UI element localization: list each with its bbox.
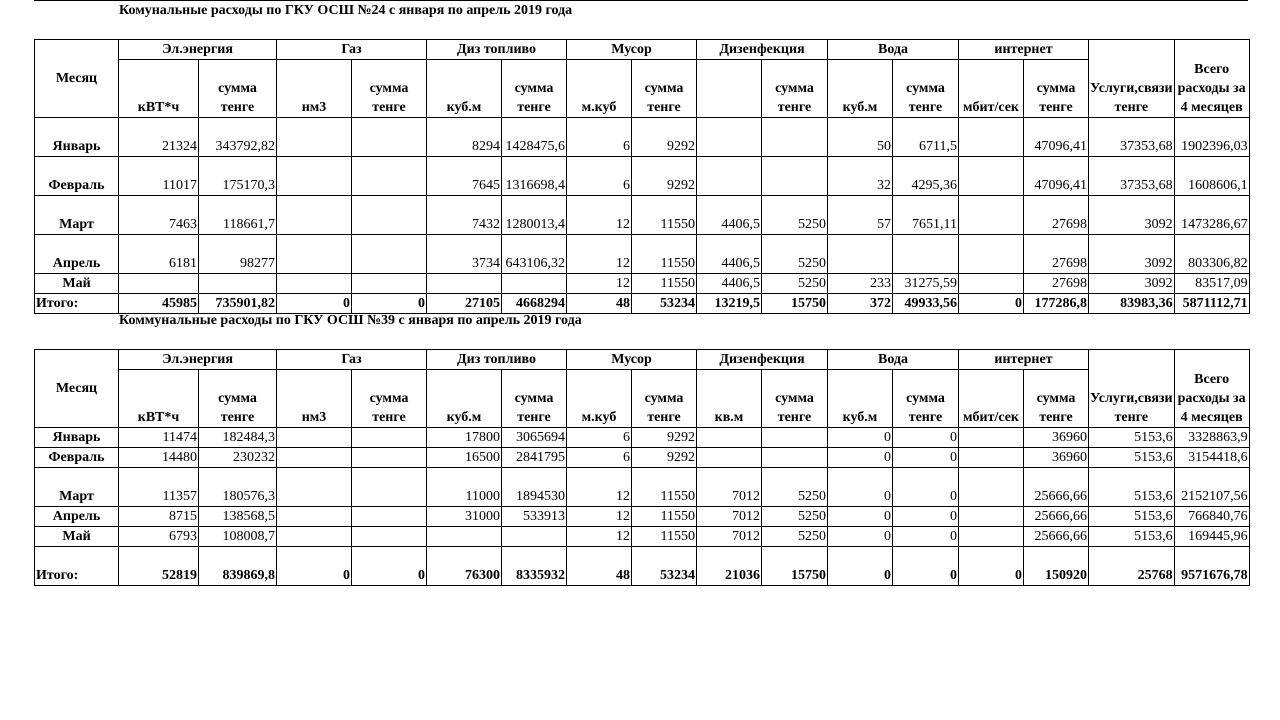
value-cell: 5250 bbox=[762, 196, 828, 235]
group-header: Диз топливо bbox=[427, 350, 567, 370]
table-row bbox=[35, 235, 1250, 274]
value-cell bbox=[697, 157, 762, 196]
value-cell: 3328863,9 bbox=[1174, 428, 1249, 448]
header-row-units bbox=[35, 60, 1250, 118]
services-header: Услуги,связи тенге bbox=[1089, 40, 1175, 118]
value-cell bbox=[762, 157, 828, 196]
value-cell: 3092 bbox=[1089, 235, 1175, 274]
value-cell bbox=[352, 157, 427, 196]
unit-header: сумма тенге bbox=[502, 60, 567, 118]
group-header: Эл.энергия bbox=[119, 40, 277, 60]
group-header: Газ bbox=[277, 40, 427, 60]
value-cell: 16500 bbox=[427, 448, 502, 468]
value-cell bbox=[959, 468, 1024, 507]
month-label: Январь bbox=[35, 428, 119, 448]
value-cell: 3092 bbox=[1089, 274, 1175, 294]
value-cell bbox=[352, 527, 427, 547]
unit-header: сумма тенге bbox=[632, 60, 697, 118]
unit-header: сумма тенге bbox=[199, 370, 277, 428]
header-row-units bbox=[35, 370, 1250, 428]
total-cell: 0 bbox=[277, 294, 352, 314]
value-cell bbox=[959, 196, 1024, 235]
total-cell: 735901,82 bbox=[199, 294, 277, 314]
value-cell: 27698 bbox=[1024, 235, 1089, 274]
value-cell bbox=[502, 274, 567, 294]
value-cell bbox=[959, 157, 1024, 196]
group-header: интернет bbox=[959, 40, 1089, 60]
total-cell: 48 bbox=[567, 294, 632, 314]
group-header: Дизенфекция bbox=[697, 40, 828, 60]
value-cell: 9292 bbox=[632, 118, 697, 157]
unit-header bbox=[697, 60, 762, 118]
value-cell: 7012 bbox=[697, 507, 762, 527]
unit-header: кв.м bbox=[697, 370, 762, 428]
total-row bbox=[35, 547, 1250, 586]
value-cell: 5250 bbox=[762, 468, 828, 507]
value-cell: 766840,76 bbox=[1174, 507, 1249, 527]
month-header: Месяц bbox=[35, 350, 119, 428]
month-label: Январь bbox=[35, 118, 119, 157]
value-cell: 11550 bbox=[632, 527, 697, 547]
unit-header: м.куб bbox=[567, 60, 632, 118]
total-cell: 839869,8 bbox=[199, 547, 277, 586]
month-label: Апрель bbox=[35, 235, 119, 274]
value-cell: 7463 bbox=[119, 196, 199, 235]
month-label: Март bbox=[35, 196, 119, 235]
value-cell: 5153,6 bbox=[1089, 448, 1175, 468]
unit-header: куб.м bbox=[427, 370, 502, 428]
value-cell: 1902396,03 bbox=[1174, 118, 1249, 157]
unit-header: сумма тенге bbox=[1024, 370, 1089, 428]
table1-title: Комунальные расходы по ГКУ ОСШ №24 с января по апрель 2019 года bbox=[119, 3, 573, 18]
month-label: Февраль bbox=[35, 448, 119, 468]
services-header: Услуги,связи тенге bbox=[1089, 350, 1175, 428]
value-cell: 5250 bbox=[762, 235, 828, 274]
value-cell: 0 bbox=[828, 468, 893, 507]
value-cell: 5153,6 bbox=[1089, 428, 1175, 448]
total-cell: 53234 bbox=[632, 547, 697, 586]
value-cell bbox=[697, 118, 762, 157]
value-cell bbox=[119, 274, 199, 294]
value-cell bbox=[959, 527, 1024, 547]
value-cell: 3092 bbox=[1089, 196, 1175, 235]
month-label: Май bbox=[35, 274, 119, 294]
value-cell bbox=[277, 428, 352, 448]
unit-header: нм3 bbox=[277, 370, 352, 428]
value-cell: 37353,68 bbox=[1089, 157, 1175, 196]
value-cell bbox=[828, 235, 893, 274]
value-cell: 27698 bbox=[1024, 274, 1089, 294]
value-cell bbox=[959, 235, 1024, 274]
value-cell bbox=[959, 428, 1024, 448]
unit-header: сумма тенге bbox=[762, 370, 828, 428]
value-cell bbox=[697, 428, 762, 448]
value-cell: 175170,3 bbox=[199, 157, 277, 196]
value-cell: 3734 bbox=[427, 235, 502, 274]
total-cell: 4668294 bbox=[502, 294, 567, 314]
table-row bbox=[35, 118, 1250, 157]
value-cell: 1280013,4 bbox=[502, 196, 567, 235]
value-cell: 8294 bbox=[427, 118, 502, 157]
value-cell: 5250 bbox=[762, 274, 828, 294]
value-cell: 6 bbox=[567, 448, 632, 468]
month-label: Апрель bbox=[35, 507, 119, 527]
value-cell: 0 bbox=[893, 468, 959, 507]
value-cell bbox=[427, 527, 502, 547]
unit-header: мбит/сек bbox=[959, 60, 1024, 118]
total-cell: 0 bbox=[893, 547, 959, 586]
value-cell bbox=[762, 448, 828, 468]
value-cell bbox=[762, 118, 828, 157]
value-cell: 0 bbox=[893, 428, 959, 448]
value-cell: 12 bbox=[567, 274, 632, 294]
value-cell: 25666,66 bbox=[1024, 468, 1089, 507]
total-cell: 48 bbox=[567, 547, 632, 586]
value-cell bbox=[959, 448, 1024, 468]
total-cell: 150920 bbox=[1024, 547, 1089, 586]
value-cell: 5250 bbox=[762, 527, 828, 547]
value-cell: 57 bbox=[828, 196, 893, 235]
unit-header: м.куб bbox=[567, 370, 632, 428]
total-cell: 53234 bbox=[632, 294, 697, 314]
total-cell: 372 bbox=[828, 294, 893, 314]
value-cell: 31000 bbox=[427, 507, 502, 527]
value-cell: 1608606,1 bbox=[1174, 157, 1249, 196]
unit-header: куб.м bbox=[427, 60, 502, 118]
value-cell bbox=[352, 235, 427, 274]
unit-header: куб.м bbox=[828, 370, 893, 428]
group-header: интернет bbox=[959, 350, 1089, 370]
value-cell: 343792,82 bbox=[199, 118, 277, 157]
value-cell bbox=[352, 274, 427, 294]
unit-header: сумма тенге bbox=[352, 370, 427, 428]
value-cell: 12 bbox=[567, 468, 632, 507]
value-cell: 5153,6 bbox=[1089, 468, 1175, 507]
group-header: Газ bbox=[277, 350, 427, 370]
total-cell: 76300 bbox=[427, 547, 502, 586]
value-cell: 6793 bbox=[119, 527, 199, 547]
total-cell: 5871112,71 bbox=[1174, 294, 1249, 314]
value-cell bbox=[697, 448, 762, 468]
value-cell bbox=[352, 428, 427, 448]
total-label: Итого: bbox=[35, 294, 119, 314]
unit-header: сумма тенге bbox=[352, 60, 427, 118]
value-cell: 230232 bbox=[199, 448, 277, 468]
month-label: Март bbox=[35, 468, 119, 507]
total-cell: 177286,8 bbox=[1024, 294, 1089, 314]
value-cell: 11000 bbox=[427, 468, 502, 507]
value-cell bbox=[427, 274, 502, 294]
value-cell: 36960 bbox=[1024, 448, 1089, 468]
value-cell: 0 bbox=[828, 507, 893, 527]
value-cell: 3065694 bbox=[502, 428, 567, 448]
value-cell bbox=[277, 235, 352, 274]
value-cell: 4406,5 bbox=[697, 235, 762, 274]
value-cell: 1894530 bbox=[502, 468, 567, 507]
total-row bbox=[35, 294, 1250, 314]
value-cell: 0 bbox=[893, 448, 959, 468]
value-cell: 5250 bbox=[762, 507, 828, 527]
value-cell: 5153,6 bbox=[1089, 507, 1175, 527]
value-cell: 0 bbox=[893, 527, 959, 547]
value-cell: 11550 bbox=[632, 507, 697, 527]
value-cell bbox=[352, 507, 427, 527]
value-cell: 9292 bbox=[632, 157, 697, 196]
value-cell: 31275,59 bbox=[893, 274, 959, 294]
value-cell: 7432 bbox=[427, 196, 502, 235]
total-expenses-header: Всего расходы за 4 месяцев bbox=[1174, 40, 1249, 118]
value-cell: 169445,96 bbox=[1174, 527, 1249, 547]
total-cell: 15750 bbox=[762, 547, 828, 586]
unit-header: сумма тенге bbox=[893, 60, 959, 118]
total-cell: 27105 bbox=[427, 294, 502, 314]
value-cell: 9292 bbox=[632, 428, 697, 448]
utilities-table-osh39 bbox=[34, 349, 1250, 586]
value-cell: 118661,7 bbox=[199, 196, 277, 235]
value-cell bbox=[277, 507, 352, 527]
value-cell: 14480 bbox=[119, 448, 199, 468]
value-cell: 50 bbox=[828, 118, 893, 157]
unit-header: сумма тенге bbox=[199, 60, 277, 118]
value-cell: 6181 bbox=[119, 235, 199, 274]
value-cell: 25666,66 bbox=[1024, 507, 1089, 527]
value-cell: 83517,09 bbox=[1174, 274, 1249, 294]
value-cell: 7012 bbox=[697, 527, 762, 547]
value-cell: 25666,66 bbox=[1024, 527, 1089, 547]
table-row bbox=[35, 196, 1250, 235]
value-cell: 2841795 bbox=[502, 448, 567, 468]
value-cell: 182484,3 bbox=[199, 428, 277, 448]
value-cell bbox=[277, 196, 352, 235]
value-cell: 6 bbox=[567, 157, 632, 196]
total-cell: 0 bbox=[828, 547, 893, 586]
value-cell: 108008,7 bbox=[199, 527, 277, 547]
table-row bbox=[35, 468, 1250, 507]
unit-header: куб.м bbox=[828, 60, 893, 118]
value-cell: 11550 bbox=[632, 235, 697, 274]
value-cell bbox=[277, 527, 352, 547]
total-cell: 83983,36 bbox=[1089, 294, 1175, 314]
total-cell: 49933,56 bbox=[893, 294, 959, 314]
value-cell bbox=[762, 428, 828, 448]
value-cell: 233 bbox=[828, 274, 893, 294]
value-cell: 32 bbox=[828, 157, 893, 196]
table2-title: Коммунальные расходы по ГКУ ОСШ №39 с января по апрель 2019 года bbox=[119, 313, 582, 328]
total-label: Итого: bbox=[35, 547, 119, 586]
value-cell bbox=[352, 118, 427, 157]
unit-header: сумма тенге bbox=[762, 60, 828, 118]
group-header: Дизенфекция bbox=[697, 350, 828, 370]
group-header: Мусор bbox=[567, 40, 697, 60]
group-header: Диз топливо bbox=[427, 40, 567, 60]
unit-header: сумма тенге bbox=[1024, 60, 1089, 118]
value-cell: 11550 bbox=[632, 468, 697, 507]
value-cell bbox=[199, 274, 277, 294]
value-cell bbox=[277, 274, 352, 294]
total-cell: 0 bbox=[277, 547, 352, 586]
value-cell bbox=[352, 468, 427, 507]
value-cell: 11550 bbox=[632, 196, 697, 235]
value-cell bbox=[959, 274, 1024, 294]
unit-header: сумма тенге bbox=[893, 370, 959, 428]
header-row-groups bbox=[35, 350, 1250, 370]
value-cell: 12 bbox=[567, 196, 632, 235]
unit-header: кВТ*ч bbox=[119, 60, 199, 118]
unit-header: нм3 bbox=[277, 60, 352, 118]
value-cell: 803306,82 bbox=[1174, 235, 1249, 274]
value-cell: 11357 bbox=[119, 468, 199, 507]
value-cell: 11474 bbox=[119, 428, 199, 448]
value-cell bbox=[277, 157, 352, 196]
value-cell: 17800 bbox=[427, 428, 502, 448]
total-cell: 8335932 bbox=[502, 547, 567, 586]
total-cell: 0 bbox=[959, 294, 1024, 314]
total-cell: 25768 bbox=[1089, 547, 1175, 586]
value-cell: 12 bbox=[567, 527, 632, 547]
value-cell: 5153,6 bbox=[1089, 527, 1175, 547]
value-cell: 0 bbox=[828, 527, 893, 547]
value-cell: 7651,11 bbox=[893, 196, 959, 235]
total-cell: 0 bbox=[959, 547, 1024, 586]
value-cell: 0 bbox=[828, 428, 893, 448]
value-cell: 1473286,67 bbox=[1174, 196, 1249, 235]
utilities-table-osh24 bbox=[34, 39, 1250, 314]
month-header: Месяц bbox=[35, 40, 119, 118]
month-label: Февраль bbox=[35, 157, 119, 196]
value-cell: 37353,68 bbox=[1089, 118, 1175, 157]
value-cell: 3154418,6 bbox=[1174, 448, 1249, 468]
total-cell: 52819 bbox=[119, 547, 199, 586]
value-cell: 11017 bbox=[119, 157, 199, 196]
header-row-groups bbox=[35, 40, 1250, 60]
table-row bbox=[35, 274, 1250, 294]
value-cell: 1316698,4 bbox=[502, 157, 567, 196]
total-cell: 45985 bbox=[119, 294, 199, 314]
group-header: Вода bbox=[828, 40, 959, 60]
value-cell bbox=[352, 448, 427, 468]
value-cell bbox=[893, 235, 959, 274]
value-cell: 7012 bbox=[697, 468, 762, 507]
value-cell: 6711,5 bbox=[893, 118, 959, 157]
group-header: Мусор bbox=[567, 350, 697, 370]
total-cell: 9571676,78 bbox=[1174, 547, 1249, 586]
value-cell: 47096,41 bbox=[1024, 157, 1089, 196]
value-cell: 180576,3 bbox=[199, 468, 277, 507]
group-header: Эл.энергия bbox=[119, 350, 277, 370]
value-cell bbox=[277, 468, 352, 507]
table-row bbox=[35, 527, 1250, 547]
value-cell bbox=[352, 196, 427, 235]
top-rule bbox=[34, 0, 1248, 1]
value-cell: 4406,5 bbox=[697, 196, 762, 235]
table-row bbox=[35, 507, 1250, 527]
value-cell: 533913 bbox=[502, 507, 567, 527]
value-cell: 643106,32 bbox=[502, 235, 567, 274]
table-row bbox=[35, 428, 1250, 448]
value-cell bbox=[277, 118, 352, 157]
value-cell: 4295,36 bbox=[893, 157, 959, 196]
unit-header: кВТ*ч bbox=[119, 370, 199, 428]
value-cell: 6 bbox=[567, 118, 632, 157]
value-cell: 0 bbox=[828, 448, 893, 468]
value-cell: 47096,41 bbox=[1024, 118, 1089, 157]
value-cell: 36960 bbox=[1024, 428, 1089, 448]
value-cell: 0 bbox=[893, 507, 959, 527]
value-cell: 4406,5 bbox=[697, 274, 762, 294]
value-cell: 6 bbox=[567, 428, 632, 448]
total-expenses-header: Всего расходы за 4 месяцев bbox=[1174, 350, 1249, 428]
value-cell: 11550 bbox=[632, 274, 697, 294]
value-cell: 1428475,6 bbox=[502, 118, 567, 157]
group-header: Вода bbox=[828, 350, 959, 370]
unit-header: сумма тенге bbox=[632, 370, 697, 428]
value-cell: 12 bbox=[567, 507, 632, 527]
total-cell: 13219,5 bbox=[697, 294, 762, 314]
value-cell: 7645 bbox=[427, 157, 502, 196]
value-cell: 2152107,56 bbox=[1174, 468, 1249, 507]
value-cell: 138568,5 bbox=[199, 507, 277, 527]
value-cell: 8715 bbox=[119, 507, 199, 527]
value-cell: 21324 bbox=[119, 118, 199, 157]
value-cell bbox=[959, 507, 1024, 527]
value-cell: 27698 bbox=[1024, 196, 1089, 235]
table-row bbox=[35, 448, 1250, 468]
value-cell bbox=[959, 118, 1024, 157]
value-cell: 98277 bbox=[199, 235, 277, 274]
total-cell: 21036 bbox=[697, 547, 762, 586]
value-cell bbox=[502, 527, 567, 547]
unit-header: сумма тенге bbox=[502, 370, 567, 428]
total-cell: 0 bbox=[352, 547, 427, 586]
table-row bbox=[35, 157, 1250, 196]
value-cell bbox=[277, 448, 352, 468]
value-cell: 12 bbox=[567, 235, 632, 274]
unit-header: мбит/сек bbox=[959, 370, 1024, 428]
total-cell: 15750 bbox=[762, 294, 828, 314]
value-cell: 9292 bbox=[632, 448, 697, 468]
month-label: Май bbox=[35, 527, 119, 547]
total-cell: 0 bbox=[352, 294, 427, 314]
